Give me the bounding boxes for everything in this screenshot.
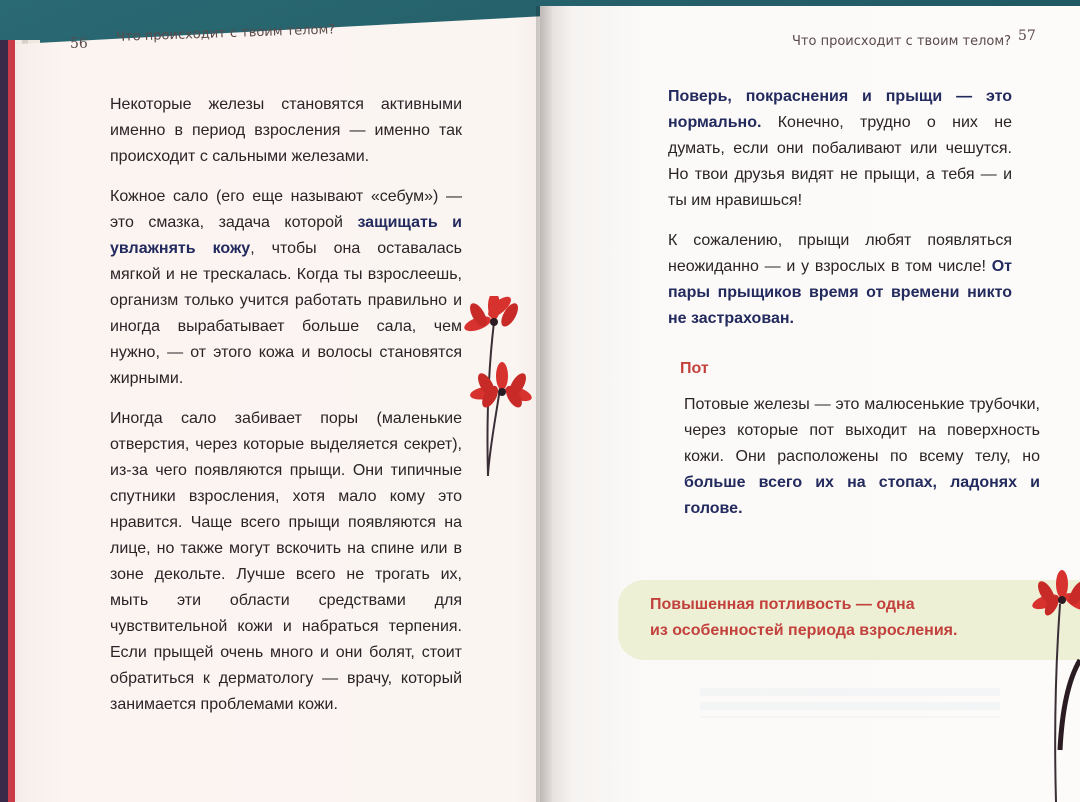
section-title-sweat: Пот — [680, 360, 709, 377]
right-paragraph-1: Поверь, покраснения и прыщи — это нормально. Конечно, трудно о них не думать, если они побаливают или чешутся. Но твои друзья видят не прыщи, а тебя — и ты им нравишься! — [668, 88, 1012, 209]
red-flower-icon — [460, 296, 540, 482]
left-page-number: 56 — [70, 36, 88, 52]
right-page-number: 57 — [1018, 28, 1036, 44]
highlight-callout — [618, 580, 1080, 660]
left-running-header: Что происходит с твоим телом? — [116, 22, 336, 45]
right-paragraph-3: Потовые железы — это малюсенькие трубочки, через которые пот выходит на поверхность кожи. Они расположены по всему телу, но больше всего их на стопах, ладонях и голове. — [684, 396, 1040, 517]
left-paragraph-2: Кожное сало (его еще называют «себум») — это смазка, задача которой защищать и увлажнять кожу, чтобы она оставалась мягкой и не трескалась. Когда ты взрослеешь, организм только учится работать правильно и иногда вырабатывает больше сала, чем нужно, — от этого кожа и волосы становятся жирными. — [110, 188, 463, 387]
highlight-protect-skin: защищать и увлажнять кожу — [110, 214, 463, 257]
right-text-column — [668, 84, 1012, 346]
left-text-column — [110, 92, 462, 732]
left-paragraph-3: Иногда сало забивает поры (маленькие отверстия, через которые выделяется секрет), из-за чего появляются прыщи. Они типичные спутники взросления, хотя мало кому это нравится. Чаще всего прыщи появляются на лице, но также могут вскочить на спине или в зоне декольте. Лучше всего не трогать их, мыть эти области средствами для чувствительной кожи и набраться терпения. Если прыщей очень много и они болят, стоит обратиться к дерматологу — врачу, который занимается проблемами кожи. — [110, 410, 462, 713]
show-through-text — [700, 688, 1000, 718]
right-running-header: Что происходит с твоим телом? — [792, 34, 1012, 49]
right-paragraph-2: К сожалению, прыщи любят появляться неожиданно — и у взрослых в том числе! От пары прыщиков время от времени никто не застрахован. — [668, 232, 1012, 327]
callout-text: Повышенная потливость — одна из особенностей периода взросления. — [650, 596, 958, 639]
red-flower-icon — [1026, 570, 1080, 802]
left-paragraph-1: Некоторые железы становятся активными именно в период взросления — именно так происходит с сальными железами. — [110, 96, 462, 165]
book-gutter-shadow — [536, 6, 552, 802]
